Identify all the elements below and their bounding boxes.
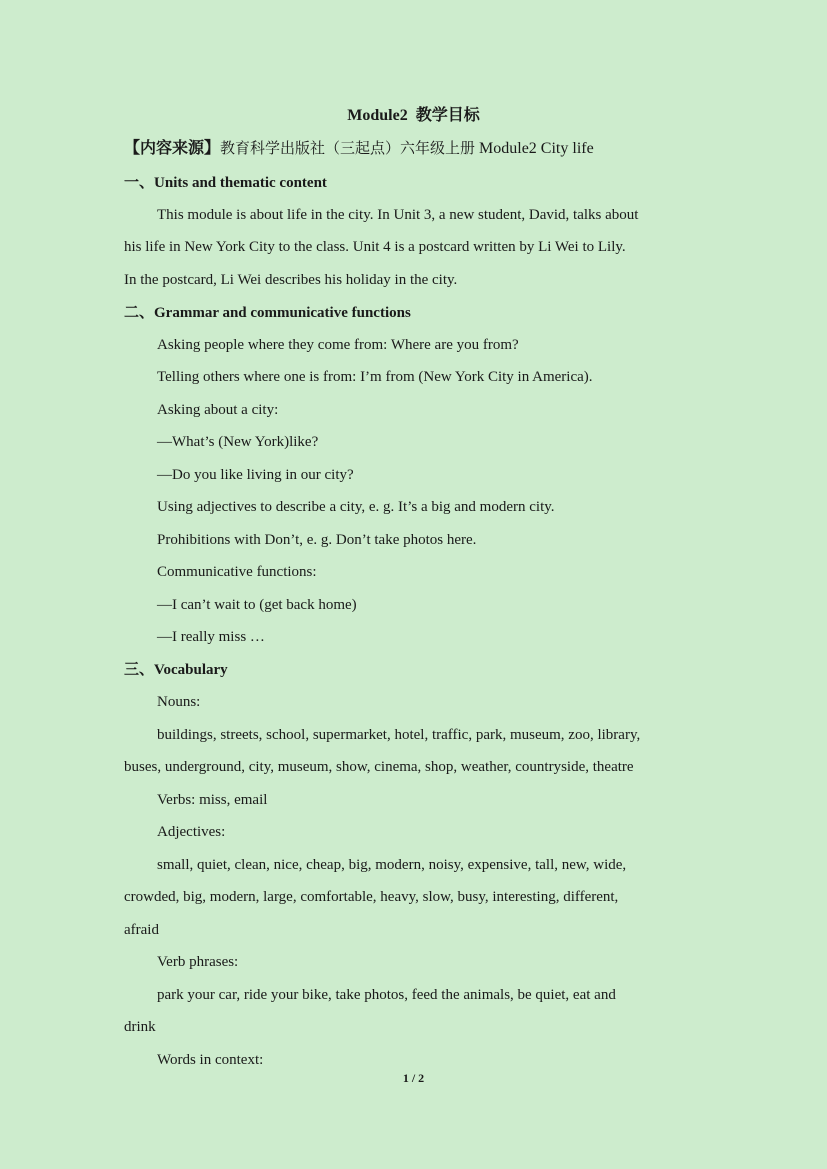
content-source-module: Module2 City life [475, 140, 594, 157]
paragraph-line: This module is about life in the city. In Unit 3, a new student, David, talks about [157, 207, 639, 223]
content-source-line [124, 137, 704, 160]
section-number: 一、 [124, 175, 155, 191]
section-number: 三、 [124, 662, 155, 678]
paragraph-line: small, quiet, clean, nice, cheap, big, modern, noisy, expensive, tall, new, wide, [157, 857, 627, 873]
paragraph-line: Communicative functions: [157, 564, 317, 580]
section-title: Units and thematic content [154, 175, 327, 191]
paragraph-line: buses, underground, city, museum, show, cinema, shop, weather, countryside, theatre [124, 759, 634, 775]
section-heading-grammar [124, 302, 704, 324]
paragraph-line: —I can’t wait to (get back home) [157, 597, 357, 613]
paragraph-line: Prohibitions with Don’t, e. g. Don’t take photos here. [157, 532, 477, 548]
page-title-cn: 教学目标 [415, 107, 480, 124]
section-number: 二、 [124, 305, 155, 321]
section-title: Grammar and communicative functions [154, 305, 411, 321]
section-title: Vocabulary [154, 662, 228, 678]
paragraph-line: —What’s (New York)like? [157, 434, 319, 450]
section-heading-units [124, 172, 704, 194]
page-number: 1 / 2 [402, 1071, 425, 1085]
page-title [0, 103, 827, 129]
paragraph-line: buildings, streets, school, supermarket, hotel, traffic, park, museum, zoo, library, [157, 727, 641, 743]
paragraph-line: —I really miss … [157, 629, 265, 645]
paragraph-line: Nouns: [157, 694, 201, 710]
paragraph-line: Asking people where they come from: Where are you from? [157, 337, 519, 353]
page-title-en: Module2 [347, 107, 408, 124]
paragraph-line: —Do you like living in our city? [157, 467, 354, 483]
section-heading-vocabulary [124, 659, 704, 681]
paragraph-line: park your car, ride your bike, take photos, feed the animals, be quiet, eat and [157, 987, 616, 1003]
paragraph-line: Using adjectives to describe a city, e. g. It’s a big and modern city. [157, 499, 555, 515]
paragraph-line: In the postcard, Li Wei describes his holiday in the city. [124, 272, 458, 288]
paragraph-line: his life in New York City to the class. Unit 4 is a postcard written by Li Wei to Lily. [124, 239, 626, 255]
paragraph-line: Telling others where one is from: I’m from (New York City in America). [157, 369, 593, 385]
paragraph-line: Verbs: miss, email [157, 792, 268, 808]
content-source-publisher: 教育科学出版社（三起点）六年级上册 [220, 139, 476, 157]
paragraph-line: drink [124, 1019, 156, 1035]
paragraph-line: Verb phrases: [157, 954, 239, 970]
paragraph-line: Asking about a city: [157, 402, 279, 418]
paragraph-line: Words in context: [157, 1052, 264, 1068]
paragraph-line: Adjectives: [157, 824, 226, 840]
content-source-label: 【内容来源】 [124, 140, 221, 157]
paragraph-line: crowded, big, modern, large, comfortable, heavy, slow, busy, interesting, different, [124, 889, 619, 905]
paragraph-line: afraid [124, 922, 159, 938]
